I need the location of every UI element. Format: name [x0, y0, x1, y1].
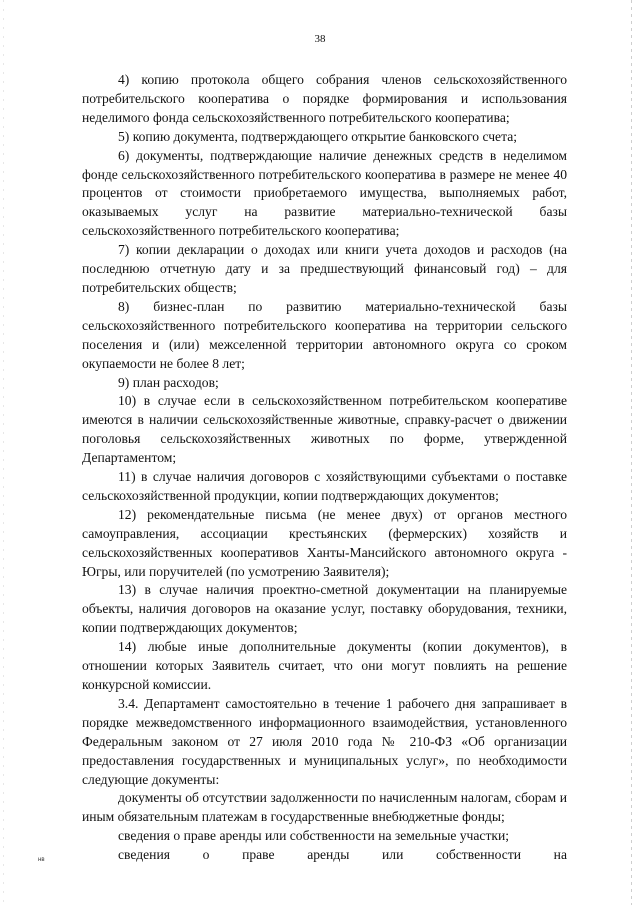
- paragraph-item-13: 13) в случае наличия проектно-сметной документации на планируемые объекты, наличия договоров на оказание услуг, поставку оборудования, техники, копии подтверждающих документов;: [82, 582, 567, 636]
- paragraph-item-14: 14) любые иные дополнительные документы (копии документов), в отношении которых Заявитель считает, что они могут повлиять на решение конкурсной комиссии.: [82, 639, 567, 692]
- paragraph-item-7: 7) копии декларации о доходах или книги учета доходов и расходов (на последнюю отчетную дату и за предшествующий финансовый год) – для потребительских обществ;: [82, 242, 567, 295]
- paragraph-item-9: 9) план расходов;: [118, 374, 219, 390]
- scan-edge-right: [631, 0, 632, 905]
- paragraph-tax-debt-documents: документы об отсутствии задолженности по начисленным налогам, сборам и иным обязательным платежам в государственные внебюджетные фонды;: [82, 790, 567, 825]
- paragraph-item-5: 5) копию документа, подтверждающего открытие банковского счета;: [118, 128, 518, 144]
- paragraph-item-11: 11) в случае наличия договоров с хозяйствующими субъектами о поставке сельскохозяйственной продукции, копии подтверждающих документов;: [82, 469, 567, 503]
- document-body: [82, 71, 567, 865]
- paragraph-item-8: 8) бизнес-план по развитию материально-технической базы сельскохозяйственного потребительского кооператива на территории сельского поселения и (или) межселенной территории автономного округа со сроком окупаемости не более 8 лет;: [82, 298, 567, 371]
- paragraph-item-12: 12) рекомендательные письма (не менее двух) от органов местного самоуправления, ассоциации крестьянских (фермерских) хозяйств и сельскохозяйственных кооперативов Ханты-Мансийского автономного округа - Югры, или поручителей (по усмотрению Заявителя);: [82, 506, 567, 579]
- paragraph-land-lease-info: сведения о праве аренды или собственности на земельные участки;: [118, 828, 510, 844]
- page-number: 38: [314, 33, 326, 45]
- paragraph-section-3-4: 3.4. Департамент самостоятельно в течение 1 рабочего дня запрашивает в порядке межведомственного информационного взаимодействия, установленного Федеральным законом от 27 июля 2010 года № 210-ФЗ «Об организации предоставления государственных и муниципальных услуг», по необходимости следующие документы:: [82, 695, 567, 787]
- paragraph-item-4: 4) копию протокола общего собрания членов сельскохозяйственного потребительского кооператива о порядке формирования и использования неделимого фонда сельскохозяйственного потребительского кооператива;: [82, 72, 567, 125]
- footer-initials: нв: [38, 857, 45, 863]
- paragraph-property-info-continued: сведения о праве аренды или собственности на: [118, 847, 567, 863]
- paragraph-item-6: 6) документы, подтверждающие наличие денежных средств в неделимом фонде сельскохозяйственного потребительского кооператива в размере не менее 40 процентов от стоимости приобретаемого имущества, выполняемых работ, оказываемых услуг на развитие материально-технической базы сельскохозяйственного потребительского кооператива;: [82, 147, 567, 239]
- paragraph-item-10: 10) в случае если в сельскохозяйственном потребительском кооперативе имеются в наличии сельскохозяйственные животные, справку-расчет о движении поголовья сельскохозяйственных животных по форме, утвержденной Департаментом;: [82, 393, 567, 466]
- scan-edge-left: [3, 0, 4, 905]
